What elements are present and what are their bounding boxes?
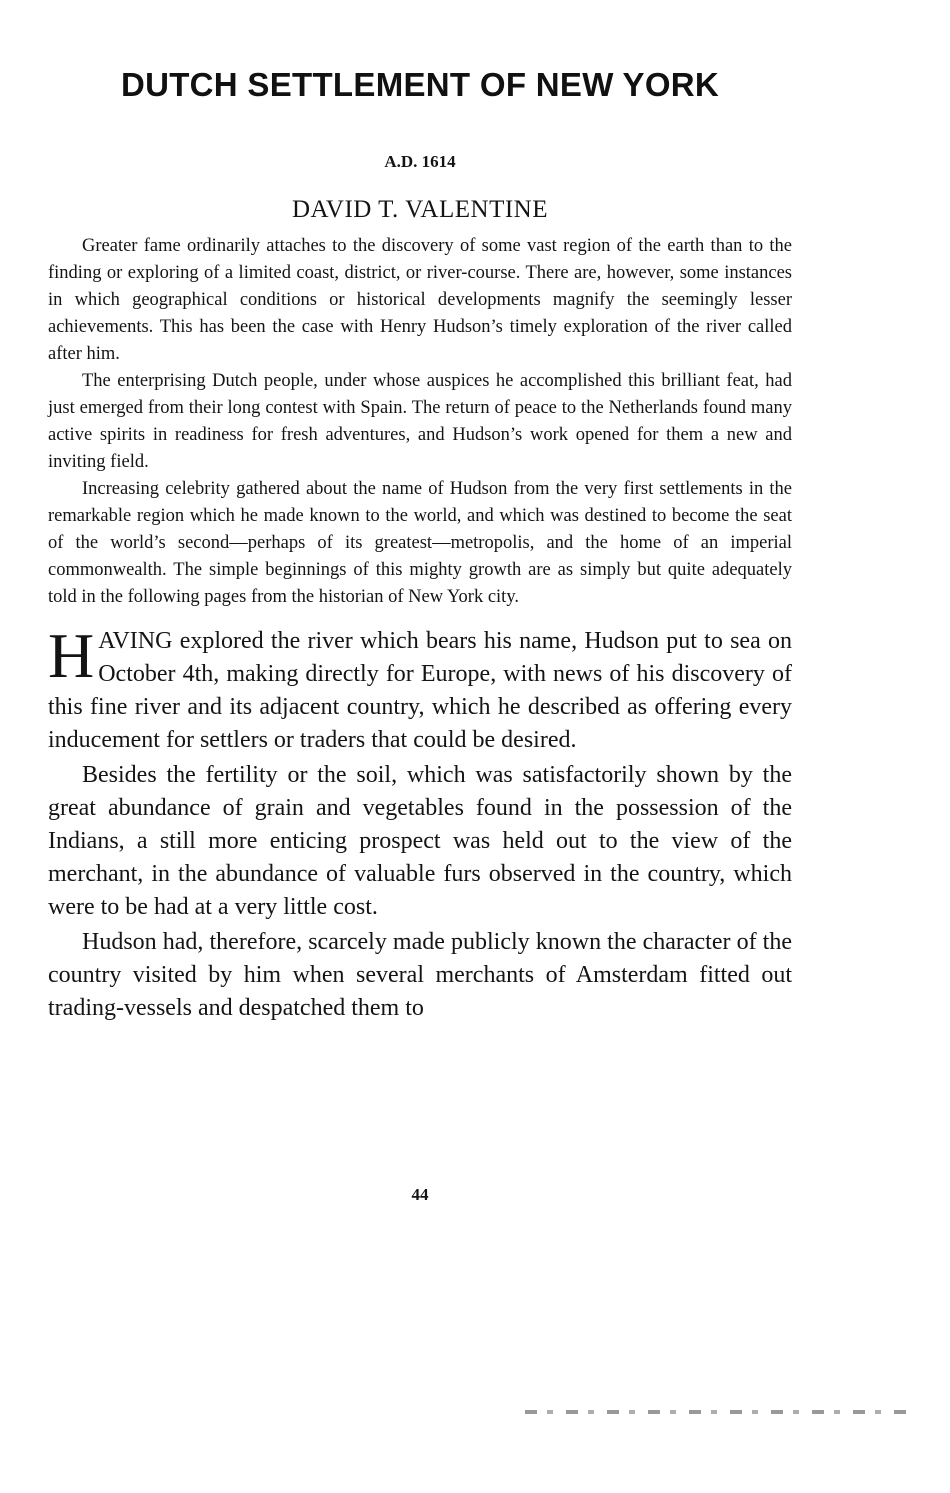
body-paragraph — [48, 620, 792, 757]
intro-paragraph: Increasing celebrity gathered about the name of Hudson from the very first settlements in the remarkable region which he made known to the world, and which was destined to become the seat of the world’s second—perhaps of its greatest—metropolis, and the home of an imperial commonwealth. The simple beginnings of this mighty growth are as simply but quite adequately told in the following pages from the historian of New York city. — [48, 479, 792, 607]
body-paragraph: Besides the fertility or the soil, which was satisfactorily shown by the great abundance of grain and vegetables found in the possession of the Indians, a still more enticing prospect was held out to the view of the merchant, in the abundance of valuable furs observed in the country, which were to be had at a very little cost. — [48, 762, 792, 920]
drop-cap: H — [48, 620, 95, 691]
chapter-date: A.D. 1614 — [384, 152, 456, 171]
author-name: DAVID T. VALENTINE — [292, 196, 548, 223]
main-text — [48, 620, 792, 1025]
editorial-introduction — [48, 233, 792, 611]
page-number: 44 — [411, 1185, 429, 1204]
scan-artifact — [525, 1410, 910, 1414]
intro-paragraph: Greater fame ordinarily attaches to the discovery of some vast region of the earth than to the finding or exploring of a limited coast, district, or river-course. There are, however, some instances in which geographical conditions or historical developments magnify the seemingly lesser achievements. This has been the case with Henry Hudson’s timely exploration of the river called after him. — [48, 236, 792, 364]
chapter-title: DUTCH SETTLEMENT OF NEW YORK — [120, 66, 720, 103]
intro-paragraph: The enterprising Dutch people, under whose auspices he accomplished this brilliant feat, had just emerged from their long contest with Spain. The return of peace to the Netherlands found many active spirits in readiness for fresh adventures, and Hudson’s work opened for them a new and inviting field. — [48, 371, 792, 472]
book-page — [48, 60, 792, 1204]
body-paragraph: Hudson had, therefore, scarcely made publicly known the character of the country visited by him when several merchants of Amsterdam fitted out trading-vessels and despatched them to — [48, 929, 792, 1021]
body-paragraph-text: AVING explored the river which bears his name, Hudson put to sea on October 4th, making directly for Europe, with news of his discovery of this fine river and its adjacent country, which he described as offering every inducement for settlers or traders that could be desired. — [48, 628, 792, 753]
